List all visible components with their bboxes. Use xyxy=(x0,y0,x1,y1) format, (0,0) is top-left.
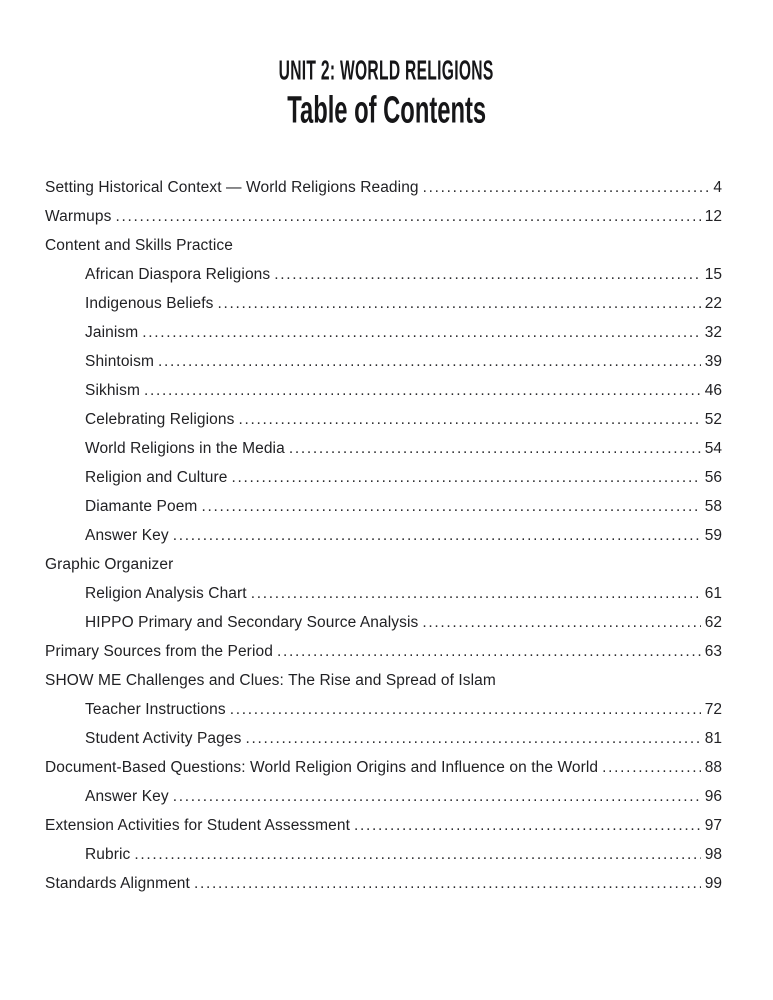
page-title: Table of Contents xyxy=(287,87,486,131)
toc-entry-label: Shintoism xyxy=(85,353,154,370)
dot-leader xyxy=(602,753,701,782)
dot-leader xyxy=(173,782,701,811)
toc-entry-page: 88 xyxy=(704,759,722,776)
dot-leader xyxy=(238,405,700,434)
toc-entry-label: Answer Key xyxy=(85,788,169,805)
toc-entry-label: Answer Key xyxy=(85,527,169,544)
toc-entry xyxy=(45,782,722,811)
toc-entry-label: SHOW ME Challenges and Clues: The Rise and Spread of Islam xyxy=(45,672,496,689)
dot-leader xyxy=(142,318,701,347)
toc-entry-page: 96 xyxy=(704,788,722,805)
dot-leader xyxy=(422,608,700,637)
dot-leader xyxy=(144,376,701,405)
toc-entry-label: Document-Based Questions: World Religion Origins and Influence on the World xyxy=(45,759,599,776)
toc-entry xyxy=(45,492,722,521)
toc-entry-page: 62 xyxy=(704,614,722,631)
toc-entry xyxy=(45,550,722,579)
toc-entry xyxy=(45,405,722,434)
toc-entry-page: 52 xyxy=(704,411,722,428)
dot-leader xyxy=(423,173,710,202)
toc-entry-label: Student Activity Pages xyxy=(85,730,242,747)
toc-entry-label: Setting Historical Context — World Religions Reading xyxy=(45,179,419,196)
toc-entry xyxy=(45,463,722,492)
dot-leader xyxy=(289,434,701,463)
toc-entry xyxy=(45,376,722,405)
toc-entry-label: Standards Alignment xyxy=(45,875,190,892)
toc-entry-page: 12 xyxy=(704,208,722,225)
dot-leader xyxy=(230,695,701,724)
toc-entry xyxy=(45,202,722,231)
toc-entry-page: 22 xyxy=(704,295,722,312)
toc-entry-page: 98 xyxy=(704,846,722,863)
toc-entry-page: 63 xyxy=(704,643,722,660)
toc-entry xyxy=(45,811,722,840)
unit-title: UNIT 2: WORLD RELIGIONS xyxy=(279,53,494,87)
toc-entry-label: Indigenous Beliefs xyxy=(85,295,214,312)
toc-entry-label: Teacher Instructions xyxy=(85,701,226,718)
toc-entry-label: Religion Analysis Chart xyxy=(85,585,247,602)
toc-entry-label: Religion and Culture xyxy=(85,469,228,486)
dot-leader xyxy=(217,289,700,318)
toc-entry xyxy=(45,289,722,318)
toc-entry-page: 4 xyxy=(713,179,722,196)
dot-leader xyxy=(274,260,701,289)
toc-entry xyxy=(45,579,722,608)
toc-entry xyxy=(45,724,722,753)
toc-entry-page: 61 xyxy=(704,585,722,602)
dot-leader xyxy=(134,840,700,869)
dot-leader xyxy=(277,637,701,666)
document-header xyxy=(0,0,773,131)
dot-leader xyxy=(194,869,701,898)
toc-entry-label: Celebrating Religions xyxy=(85,411,235,428)
toc-entry-label: Extension Activities for Student Assessment xyxy=(45,817,350,834)
dot-leader xyxy=(201,492,700,521)
toc-entry xyxy=(45,521,722,550)
toc-entry xyxy=(45,260,722,289)
toc-entry xyxy=(45,347,722,376)
toc-entry-label: Jainism xyxy=(85,324,139,341)
toc-entry xyxy=(45,637,722,666)
toc-entry-page: 15 xyxy=(704,266,722,283)
toc-entry-label: Rubric xyxy=(85,846,131,863)
toc-entry-page: 56 xyxy=(704,469,722,486)
toc-entry xyxy=(45,173,722,202)
dot-leader xyxy=(173,521,701,550)
toc-entry xyxy=(45,434,722,463)
dot-leader xyxy=(245,724,700,753)
toc-entry-label: Primary Sources from the Period xyxy=(45,643,273,660)
toc-entry-page: 46 xyxy=(704,382,722,399)
toc-entry-page: 97 xyxy=(704,817,722,834)
table-of-contents xyxy=(45,173,722,898)
dot-leader xyxy=(115,202,700,231)
toc-entry xyxy=(45,753,722,782)
toc-entry xyxy=(45,318,722,347)
toc-entry-label: Diamante Poem xyxy=(85,498,198,515)
toc-entry-label: Graphic Organizer xyxy=(45,556,174,573)
toc-entry xyxy=(45,840,722,869)
toc-entry xyxy=(45,666,722,695)
toc-entry xyxy=(45,231,722,260)
toc-entry-page: 72 xyxy=(704,701,722,718)
toc-entry-page: 32 xyxy=(704,324,722,341)
toc-entry-label: African Diaspora Religions xyxy=(85,266,271,283)
toc-entry xyxy=(45,869,722,898)
toc-entry xyxy=(45,608,722,637)
toc-entry-label: Content and Skills Practice xyxy=(45,237,233,254)
toc-entry-page: 39 xyxy=(704,353,722,370)
dot-leader xyxy=(231,463,700,492)
toc-entry-page: 58 xyxy=(704,498,722,515)
toc-entry-label: Warmups xyxy=(45,208,112,225)
toc-entry-label: HIPPO Primary and Secondary Source Analysis xyxy=(85,614,419,631)
toc-entry-label: World Religions in the Media xyxy=(85,440,285,457)
dot-leader xyxy=(251,579,701,608)
toc-entry-page: 81 xyxy=(704,730,722,747)
toc-entry-label: Sikhism xyxy=(85,382,140,399)
toc-entry-page: 54 xyxy=(704,440,722,457)
dot-leader xyxy=(354,811,701,840)
toc-entry-page: 59 xyxy=(704,527,722,544)
toc-entry-page: 99 xyxy=(704,875,722,892)
dot-leader xyxy=(158,347,701,376)
toc-entry xyxy=(45,695,722,724)
